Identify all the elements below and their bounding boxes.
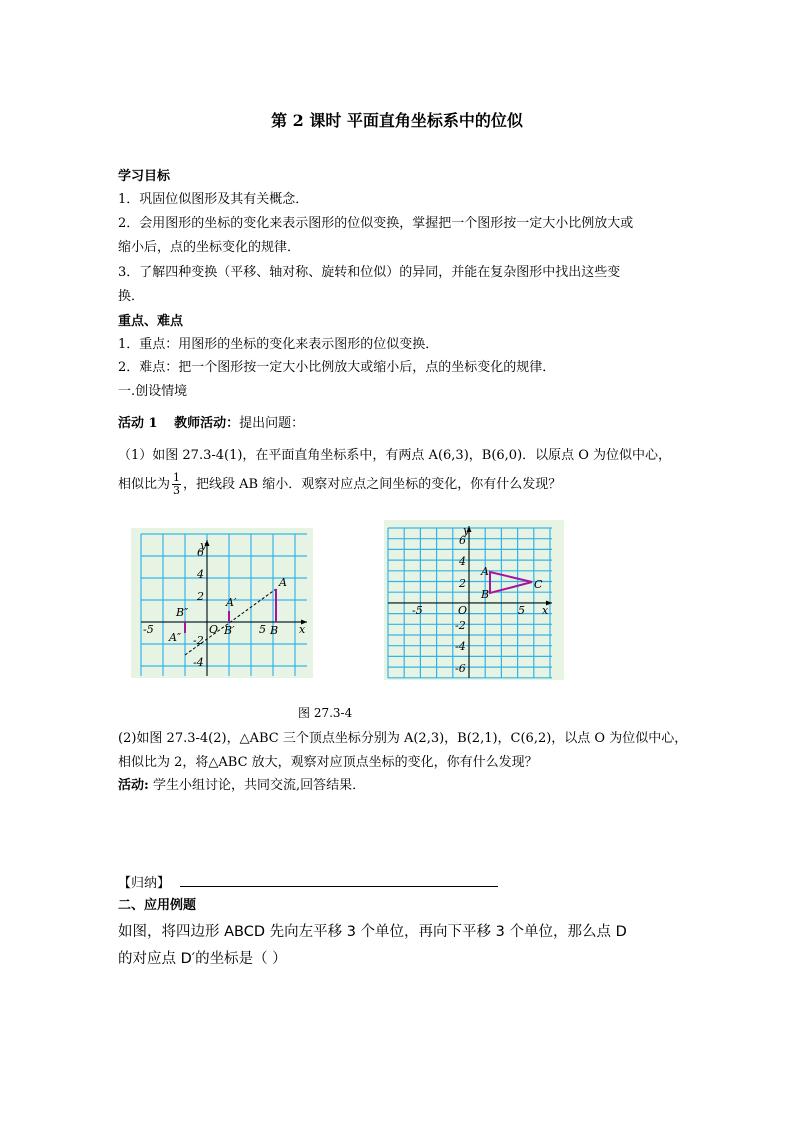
goals-heading: 学习目标 <box>118 169 171 184</box>
question1-line2 <box>118 469 561 501</box>
activity-label: 活动: <box>118 778 149 793</box>
figure-2 <box>384 520 564 680</box>
figure-1-ytick-neg4: -4 <box>193 656 204 669</box>
example-line1: 如图，将四边形 ABCD 先向左平移 3 个单位，再向下平移 3 个单位，那么点 D <box>118 924 627 940</box>
point-A-label: A <box>279 576 287 589</box>
activity-line <box>118 776 365 796</box>
question1-line1: （1）如图 27.3-4(1)，在平面直角坐标系中，有两点 A(6,3)，B(6,0)．以原点 O 为位似中心， <box>118 448 672 463</box>
activity1-prompt: 提出问题： <box>239 416 305 431</box>
fraction-denominator: 3 <box>173 484 181 497</box>
point-B-label-2: B <box>481 588 490 601</box>
fraction-numerator: 1 <box>173 471 181 484</box>
goal-item-2-cont: 缩小后，点的坐标变化的规律． <box>118 240 301 255</box>
figure-1-xtick-neg5: -5 <box>143 623 154 636</box>
figure-2-ytick-neg6: -6 <box>455 662 466 675</box>
point-C-label-2: C <box>534 578 543 591</box>
ratio-suffix: ，把线段 AB 缩小．观察对应点之间坐标的变化，你有什么发现？ <box>183 477 562 492</box>
page-title: 第 2 课时 平面直角坐标系中的位似 <box>271 111 523 130</box>
figure-caption: 图 27.3-4 <box>298 706 353 720</box>
keypoint-2: 2．难点：把一个图形按一定大小比例放大或缩小后，点的坐标变化的规律． <box>118 360 556 375</box>
figure-1-xtick-5: 5 <box>259 623 266 636</box>
ratio-prefix: 相似比为 <box>118 477 171 492</box>
section1-heading: 一.创设情境 <box>118 384 188 399</box>
figure-2-origin: O <box>458 604 468 617</box>
figure-1-background <box>131 528 313 678</box>
activity1-label: 活动 1 <box>118 416 158 431</box>
figure-2-ytick-4: 4 <box>459 555 466 568</box>
figure-2-ytick-2: 2 <box>459 577 466 590</box>
goal-item-2: 2．会用图形的坐标的变化来表示图形的位似变换，掌握把一个图形按一定大小比例放大或 <box>118 216 634 231</box>
example-line2: 的对应点 D′的坐标是（ ） <box>118 951 287 967</box>
summary-line <box>118 872 498 894</box>
figure-2-xtick-5: 5 <box>518 604 525 617</box>
summary-label: 【归纳】 <box>118 876 171 891</box>
goal-item-1: 1．巩固位似图形及其有关概念． <box>118 192 309 207</box>
figure-2-ytick-neg2: -2 <box>455 619 466 632</box>
figure-1-origin: O <box>209 623 219 636</box>
activity1-teacher: 教师活动： <box>174 416 240 431</box>
point-A-label-2: A <box>481 565 489 578</box>
point-B2-label: B″ <box>176 606 189 619</box>
question2-line1: (2)如图 27.3-4(2)，△ABC 三个顶点坐标分别为 A(2,3)，B(2,1)，C(6,2)，以点 O 为位似中心， <box>118 731 688 746</box>
figure-2-y-label: y <box>463 524 470 537</box>
activity1-line <box>118 414 304 434</box>
figure-2-x-label: x <box>542 604 549 617</box>
figure-1 <box>131 528 313 678</box>
goal-item-3-cont: 换． <box>118 289 145 304</box>
figure-1-ytick-4: 4 <box>197 568 204 581</box>
figure-1-ytick-neg2: -2 <box>193 634 204 647</box>
point-B-label: B <box>270 624 279 637</box>
goal-item-3: 3．了解四种变换（平移、轴对称、旋转和位似）的异同，并能在复杂图形中找出这些变 <box>118 265 621 280</box>
question2-line2: 相似比为 2，将△ABC 放大，观察对应顶点坐标的变化，你有什么发现？ <box>118 755 538 770</box>
figure-1-x-label: x <box>299 623 306 636</box>
figure-1-ytick-6: 6 <box>197 546 204 559</box>
point-A2-label: A″ <box>169 631 182 644</box>
keypoints-heading: 重点、难点 <box>118 314 184 329</box>
activity-text: 学生小组讨论，共同交流,回答结果． <box>148 778 366 793</box>
fraction-one-third <box>172 472 181 497</box>
figure-1-y-label: y <box>200 539 207 552</box>
point-B1-label: B′ <box>224 624 235 637</box>
figure-2-ytick-neg4: -4 <box>455 640 466 653</box>
figure-2-xtick-neg5: -5 <box>412 604 423 617</box>
figure-1-ytick-2: 2 <box>197 590 204 603</box>
figure-2-ytick-6: 6 <box>459 534 466 547</box>
summary-blank[interactable] <box>180 872 498 887</box>
section2-heading: 二、应用例题 <box>118 898 197 913</box>
keypoint-1: 1．重点：用图形的坐标的变化来表示图形的位似变换． <box>118 337 439 352</box>
point-A1-label: A′ <box>226 596 237 609</box>
